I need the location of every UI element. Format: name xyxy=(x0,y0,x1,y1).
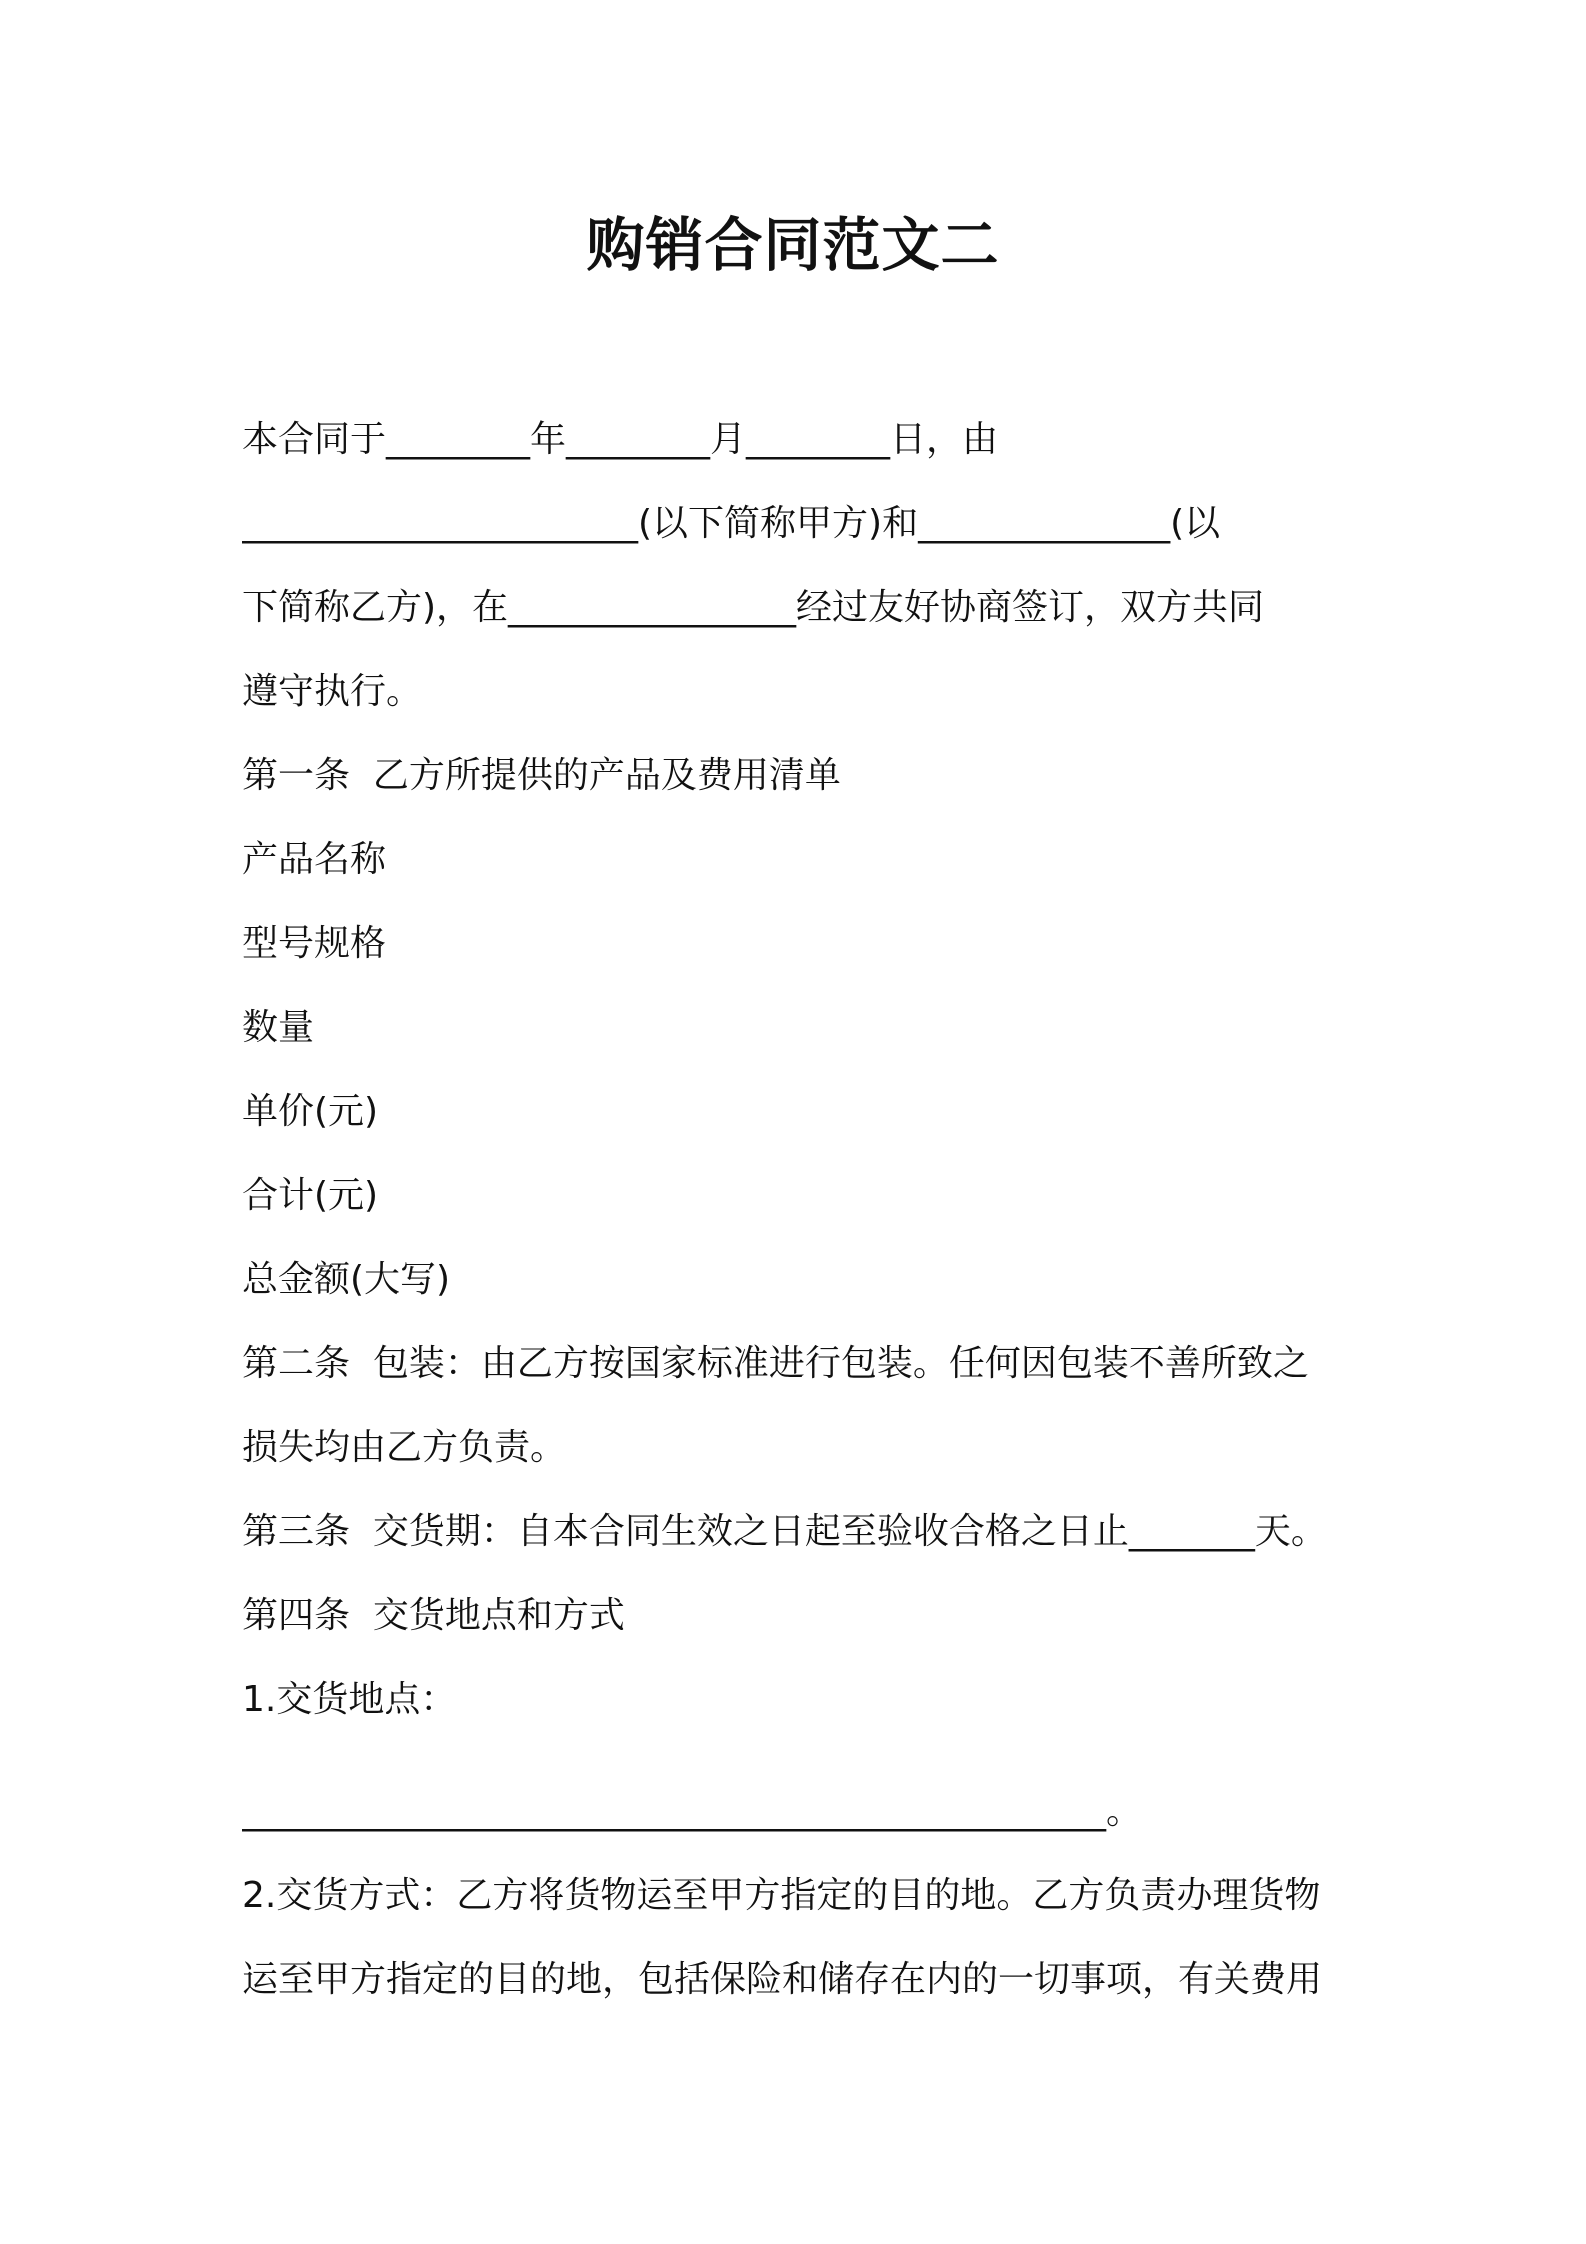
list-item: 总金额(大写) xyxy=(242,1259,451,1300)
paragraph-line: 遵守执行。 xyxy=(242,671,423,712)
sub-item: 1.交货地点： xyxy=(242,1679,457,1720)
list-item: 合计(元) xyxy=(242,1175,379,1216)
blank-fill-line: ________________________________________________。 xyxy=(242,1791,1142,1832)
article-text: 第三条 交货期：自本合同生效之日起至验收合格之日止_______天。 xyxy=(242,1511,1327,1552)
paragraph-line: 本合同于________年________月________日，由 xyxy=(242,419,999,460)
sub-item-continued: 运至甲方指定的目的地，包括保险和储存在内的一切事项，有关费用 xyxy=(242,1959,1323,2000)
article-text: 第二条 包装：由乙方按国家标准进行包装。任何因包装不善所致之 xyxy=(242,1343,1309,1384)
document-title: 购销合同范文二 xyxy=(586,211,1000,279)
list-item: 产品名称 xyxy=(242,839,387,880)
list-item: 型号规格 xyxy=(242,923,387,964)
paragraph-line: ______________________(以下简称甲方)和______________(以 xyxy=(242,503,1221,544)
document-body xyxy=(242,398,1362,2022)
sub-item: 2.交货方式：乙方将货物运至甲方指定的目的地。乙方负责办理货物 xyxy=(242,1875,1321,1916)
article-heading: 第四条 交货地点和方式 xyxy=(242,1595,625,1636)
list-item: 单价(元) xyxy=(242,1091,379,1132)
list-item: 数量 xyxy=(242,1007,315,1048)
article-text: 损失均由乙方负责。 xyxy=(242,1427,567,1468)
paragraph-line: 下简称乙方)，在________________经过友好协商签订，双方共同 xyxy=(242,587,1265,628)
article-heading: 第一条 乙方所提供的产品及费用清单 xyxy=(242,755,841,796)
